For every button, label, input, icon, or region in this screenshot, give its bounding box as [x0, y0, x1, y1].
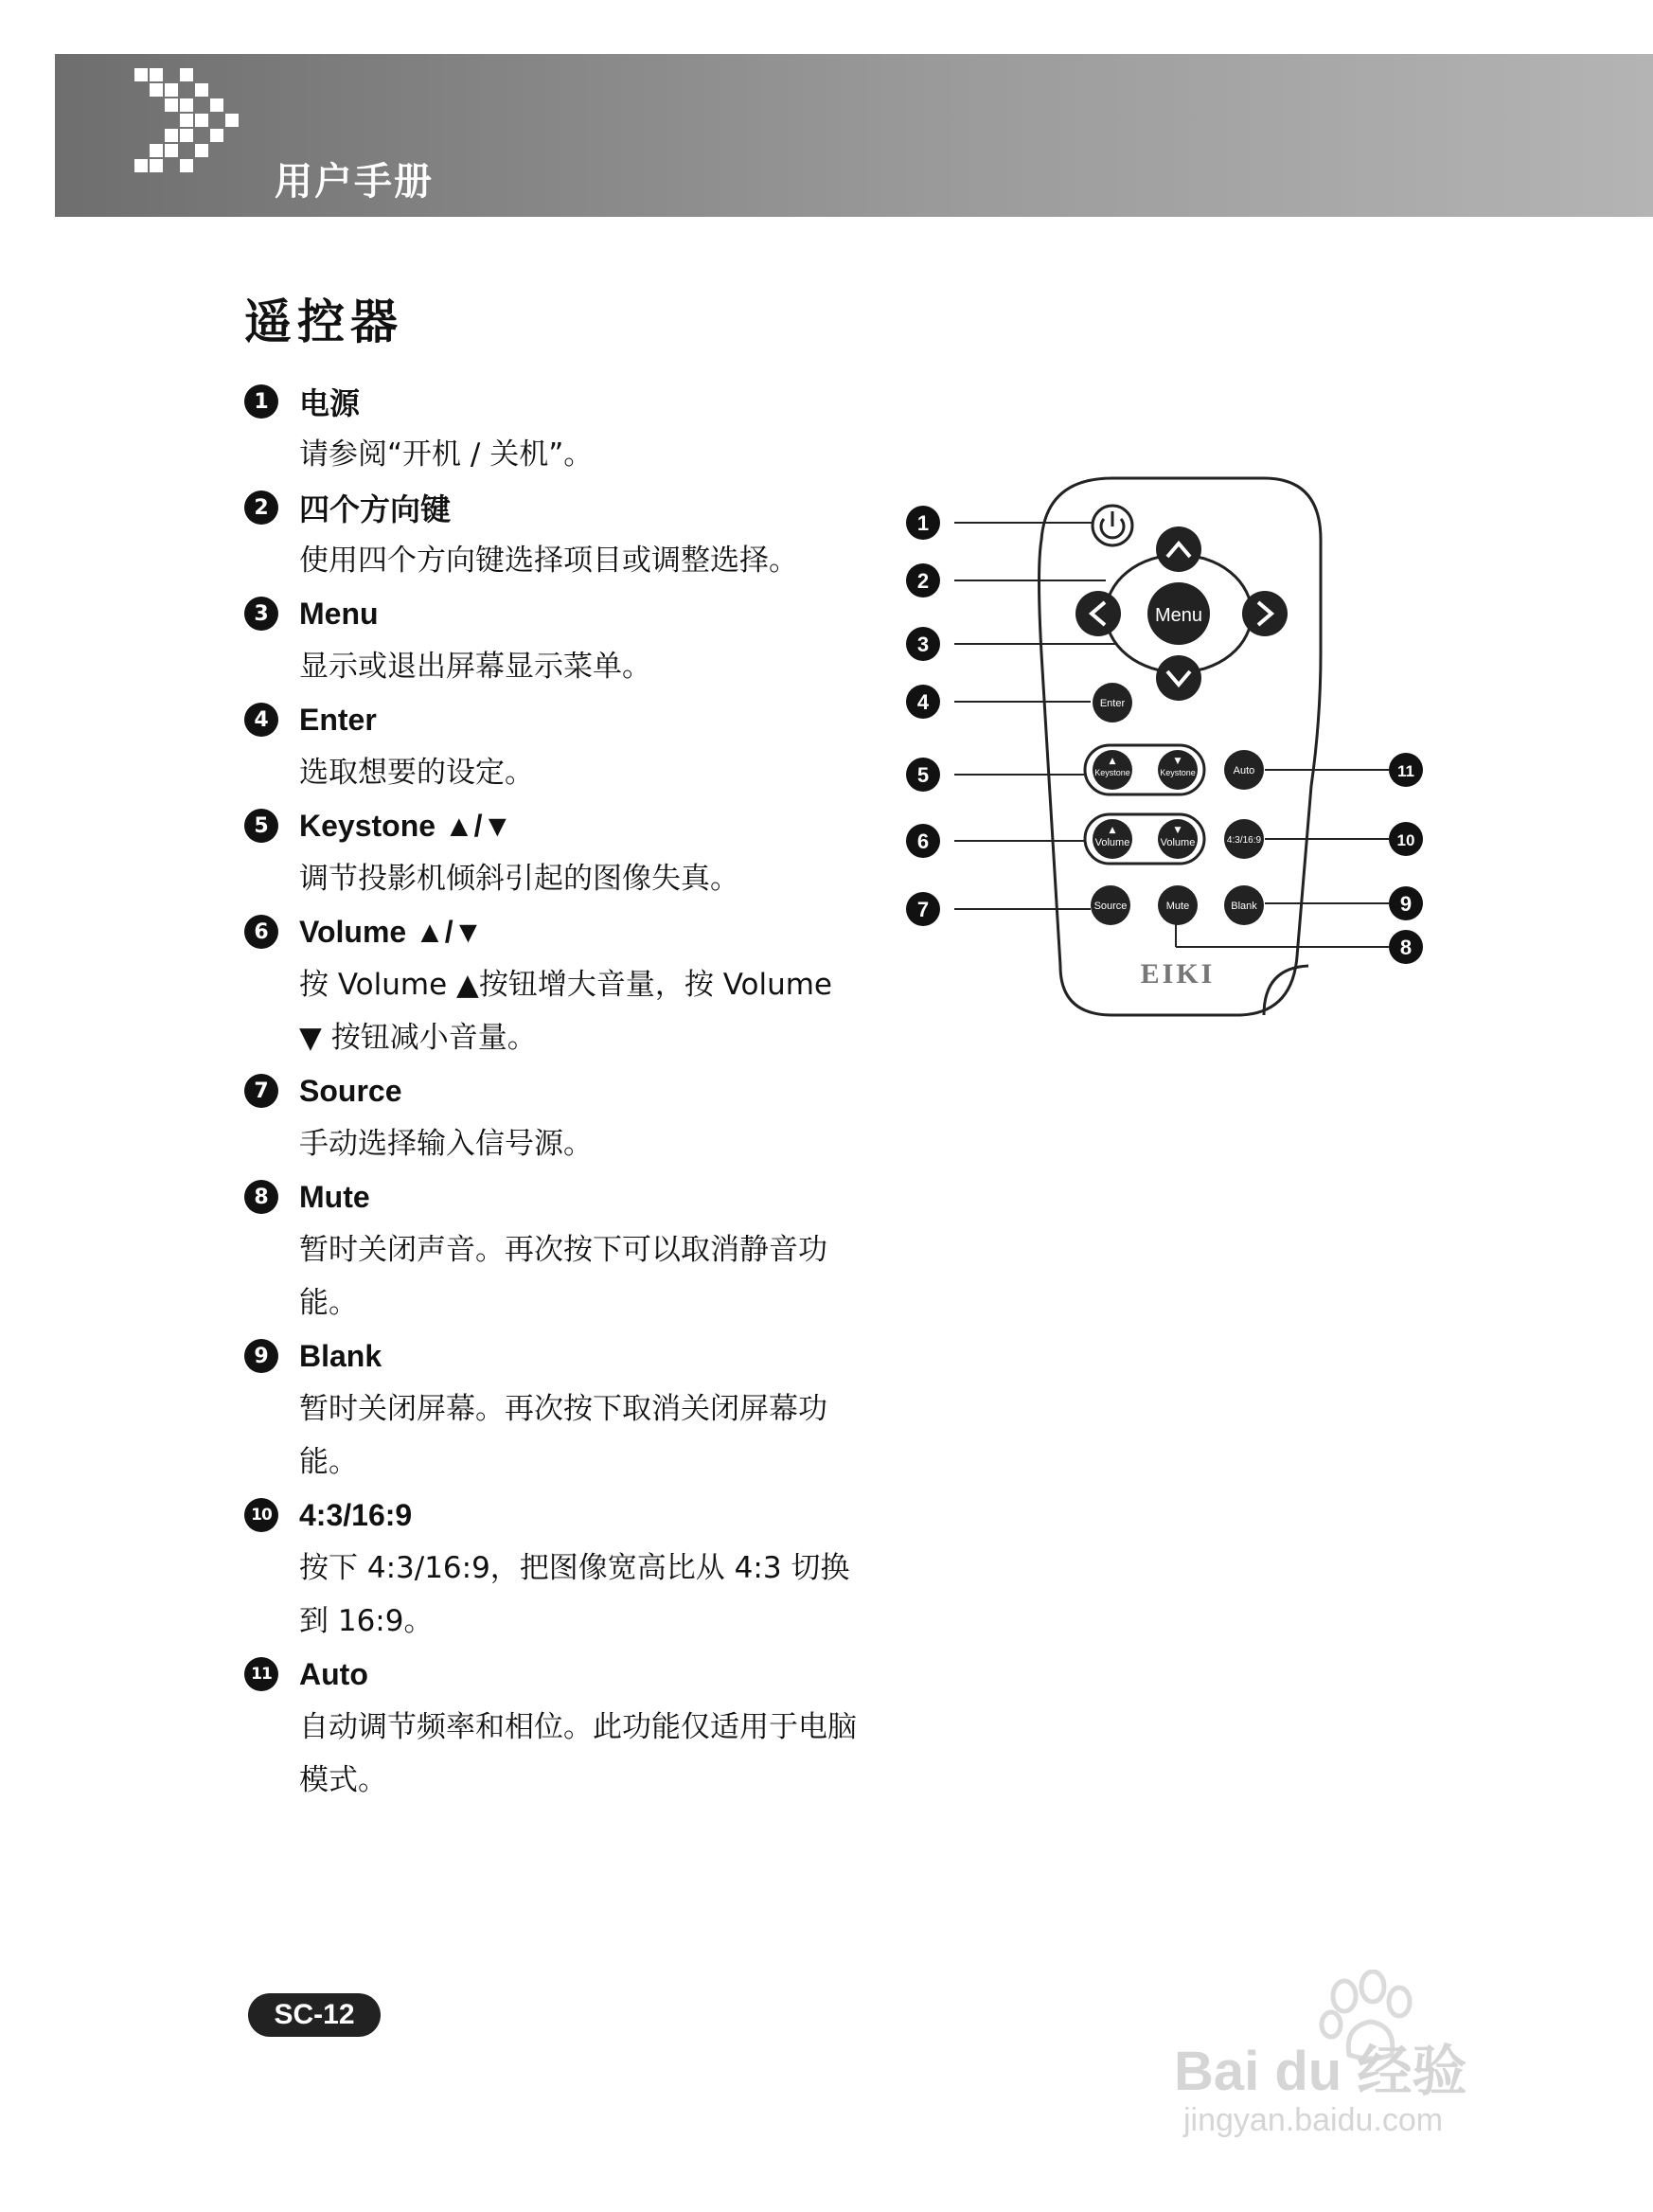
up-button[interactable] [1156, 526, 1201, 572]
mute-button-label: Mute [1165, 901, 1190, 912]
callout-number: 3 [244, 597, 278, 631]
keystone-down-label: Keystone [1160, 768, 1196, 777]
item-label: Volume ▲/▼ [299, 914, 484, 949]
page-title: 遥控器 [244, 294, 403, 349]
watermark [1174, 1970, 1572, 2159]
callout-number: 1 [244, 384, 278, 419]
down-button[interactable] [1156, 655, 1201, 701]
item-description: 请参阅“开机 / 关机”。 [299, 437, 594, 472]
callout-1-label: 1 [916, 511, 930, 535]
auto-button-label: Auto [1233, 765, 1255, 776]
brand-logo: EIKI [1140, 958, 1216, 990]
callout-number: 10 [244, 1498, 278, 1532]
item-description: 按下 4:3/16:9，把图像宽高比从 4:3 切换到 16:9。 [299, 1551, 850, 1638]
volume-up-label: Volume [1094, 837, 1130, 848]
item-description: 手动选择输入信号源。 [299, 1127, 593, 1161]
item-description: 按 Volume ▲按钮增大音量，按 Volume ▼ 按钮减小音量。 [299, 968, 832, 1055]
volume-up-arrow: ▲ [1109, 826, 1116, 835]
watermark-logo: Bai du 经验 [1174, 2041, 1467, 2102]
page-number: SC-12 [248, 1993, 381, 2037]
blank-button-label: Blank [1231, 901, 1257, 912]
item-label: Menu [299, 596, 379, 631]
watermark-url: jingyan.baidu.com [1183, 2102, 1444, 2138]
callout-number: 6 [244, 915, 278, 949]
callout-3-label: 3 [916, 633, 930, 656]
item-description: 调节投影机倾斜引起的图像失真。 [299, 862, 739, 896]
callout-number: 11 [244, 1657, 278, 1691]
keystone-up-label: Keystone [1094, 768, 1130, 777]
item-label: Auto [299, 1656, 368, 1691]
left-button[interactable] [1075, 591, 1121, 636]
item-label: 电源 [299, 386, 361, 420]
callout-4-label: 4 [916, 690, 930, 714]
volume-down-label: Volume [1160, 837, 1196, 848]
enter-button-label: Enter [1099, 698, 1126, 709]
callout-number: 4 [244, 703, 278, 737]
item-label: Enter [299, 702, 377, 737]
callout-number: 2 [244, 491, 278, 525]
item-description: 选取想要的设定。 [299, 756, 534, 790]
item-label: Keystone ▲/▼ [299, 808, 513, 843]
callout-11-label: 11 [1397, 762, 1414, 780]
source-button-label: Source [1093, 901, 1128, 912]
right-button[interactable] [1242, 591, 1288, 636]
keystone-up-arrow: ▲ [1109, 757, 1116, 766]
item-label: Source [299, 1073, 402, 1108]
callout-9-label: 9 [1399, 892, 1413, 916]
item-description: 自动调节频率和相位。此功能仅适用于电脑模式。 [299, 1710, 857, 1797]
item-description: 暂时关闭屏幕。再次按下取消关闭屏幕功能。 [299, 1392, 827, 1479]
callout-10-label: 10 [1396, 831, 1415, 849]
callout-number: 7 [244, 1074, 278, 1108]
callout-7-label: 7 [916, 898, 930, 921]
item-label: 四个方向键 [299, 492, 452, 526]
callout-8-label: 8 [1399, 936, 1413, 959]
aspect-ratio-label: 4:3/16:9 [1226, 835, 1262, 846]
callout-6-label: 6 [916, 830, 930, 853]
item-label: Blank [299, 1338, 382, 1373]
item-description: 显示或退出屏幕显示菜单。 [299, 650, 651, 684]
volume-down-arrow: ▼ [1174, 826, 1182, 835]
keystone-down-arrow: ▼ [1174, 757, 1182, 766]
callout-number: 5 [244, 809, 278, 843]
item-label: 4:3/16:9 [299, 1497, 413, 1532]
callout-2-label: 2 [916, 569, 930, 593]
item-description: 使用四个方向键选择项目或调整选择。 [299, 544, 798, 578]
callout-5-label: 5 [916, 763, 930, 787]
item-label: Mute [299, 1179, 370, 1214]
item-description: 暂时关闭声音。再次按下可以取消静音功能。 [299, 1233, 827, 1320]
header-title: 用户手册 [275, 160, 434, 204]
callout-number: 9 [244, 1339, 278, 1373]
menu-button-label: Menu [1154, 605, 1203, 626]
callout-number: 8 [244, 1180, 278, 1214]
